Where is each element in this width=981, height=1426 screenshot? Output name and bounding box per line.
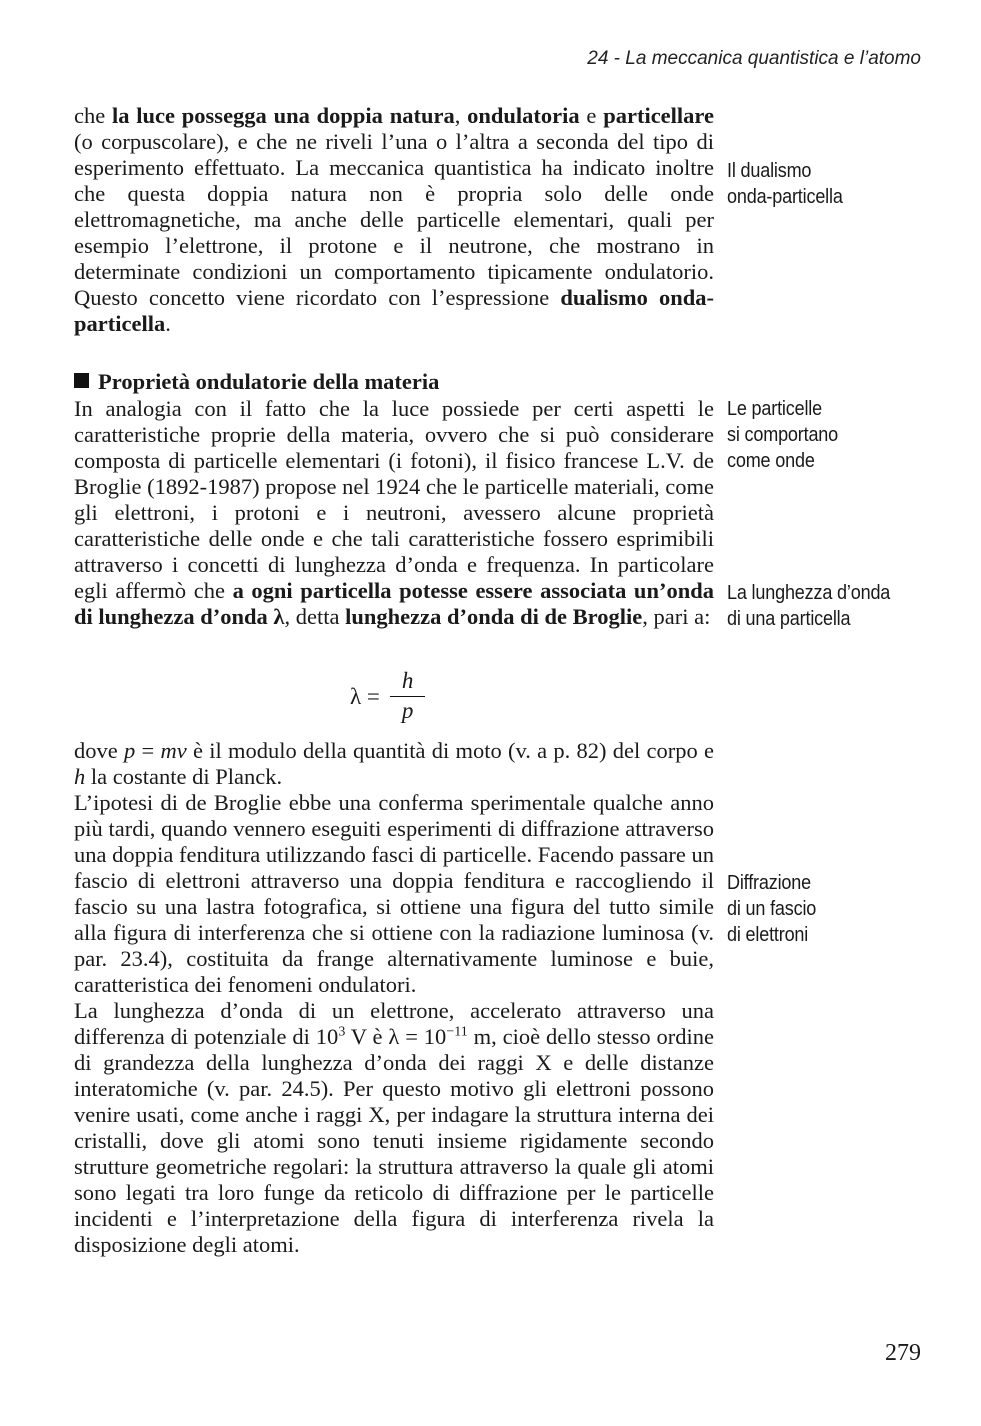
text: (o corpuscolare), e che ne riveli l’una o l’altra a seconda del tipo di esperimento effettuato. La meccanica quantistica ha indicato inoltre che questa doppia natura non è propria solo delle onde elettromagnetiche, ma anche delle particelle elementari, quali per esempio l’elettrone, il protone e il neutrone, che mostrano in determinate condizioni un comportamento tipicamente ondulatorio. Questo concetto viene ricordato con l’espressione (74, 129, 714, 310)
paragraph-confirmation: L’ipotesi di de Broglie ebbe una conferma sperimentale qualche anno più tardi, quando vennero eseguiti esperimenti di diffrazione attraverso una doppia fenditura utilizzando fasci di particelle. Facendo passare un fascio di elettroni attraverso una doppia fenditura e raccogliendo il fascio su una lastra fotografica, si ottiene una figura del tutto simile alla figura di interferenza che si ottiene con la radiazione luminosa (v. par. 23.4), costituita da frange alternativamente luminose e buie, caratteristica dei fenomeni ondulatori. (74, 790, 714, 997)
text: , pari a: (642, 604, 711, 629)
bold-term: ondulatoria (467, 103, 580, 128)
fraction-denominator: p (401, 698, 414, 723)
de-broglie-formula (350, 668, 425, 725)
fraction (390, 668, 426, 725)
section-heading (74, 369, 439, 395)
margin-note-line: La lunghezza d’onda (727, 581, 891, 604)
text: m, cioè dello stesso ordine di grandezza della lunghezza d’onda dei raggi X e delle distanze interatomiche (v. par. 24.5). Per questo motivo gli elettroni possono venire usati, come anche i raggi X, per indagare la struttura interna dei cristalli, dove gli atomi sono tenuti insieme rigidamente secondo strutture geometriche regolari: la struttura attraverso la quale gli atomi sono legati tra loro funge da reticolo di diffrazione per le particelle incidenti e l’interpretazione della figura di interferenza rivela la disposizione degli atomi. (74, 1024, 714, 1257)
margin-note-particle-wavelength (727, 580, 938, 632)
text: In analogia con il fatto che la luce possiede per certi aspetti le caratteristiche proprie della materia, ovvero che si può considerare composta di particelle elementari (i fotoni), il fisico francese L.V. de Broglie (1892-1987) propose nel 1924 che le particelle materiali, come gli elettroni, i protoni e i neutroni, avessero alcune proprietà caratteristiche delle onde e che tali caratteristiche fossero esprimibili attraverso i concetti di lunghezza d’onda e frequenza. In particolare egli affermò che (74, 396, 714, 603)
superscript: 3 (338, 1024, 346, 1040)
paragraph-continuation (74, 738, 714, 1258)
page-number: 279 (885, 1340, 921, 1366)
margin-note-particles-waves (727, 396, 938, 474)
text: dove (74, 738, 124, 763)
margin-note-line: Le particelle (727, 397, 822, 420)
text: la costante di Planck. (85, 764, 283, 789)
italic-symbol: p (124, 738, 136, 763)
italic-symbol: mv (160, 738, 187, 763)
bold-term: la luce possegga una doppia natura (112, 103, 455, 128)
text: e (579, 103, 604, 128)
bold-term: dualismo onda-particella (74, 285, 714, 336)
bold-term: particellare (603, 103, 714, 128)
margin-note-line: Diffrazione (727, 871, 811, 894)
margin-note-line: si comportano (727, 423, 839, 446)
italic-symbol: h (74, 764, 86, 789)
margin-note-line: di una particella (727, 607, 851, 630)
paragraph-wave-particle (74, 103, 714, 337)
margin-note-dualism (727, 158, 938, 210)
running-head: 24 - La meccanica quantistica e l’atomo (587, 48, 921, 69)
text: V è λ = 10 (345, 1024, 447, 1049)
margin-note-line: come onde (727, 449, 815, 472)
paragraph-de-broglie (74, 396, 714, 630)
margin-note-line: di un fascio (727, 897, 817, 920)
paragraph-momentum (74, 738, 714, 790)
text: , detta (284, 604, 346, 629)
text: La lunghezza d’onda di un elettrone, accelerato attraverso una differenza di potenziale di 10 (74, 998, 714, 1049)
text: . (165, 311, 171, 336)
section-heading-text: Proprietà ondulatorie della materia (98, 369, 440, 394)
bold-term: lunghezza d’onda di de Broglie (345, 604, 643, 629)
margin-note-line: Il dualismo (727, 159, 812, 182)
paragraph-electron-wavelength (74, 998, 714, 1258)
margin-note-electron-diffraction (727, 870, 938, 948)
text: che (74, 103, 112, 128)
text: = (135, 738, 161, 763)
superscript: −11 (446, 1024, 468, 1040)
fraction-numerator: h (390, 668, 426, 697)
text: , (454, 103, 468, 128)
bold-term: a ogni particella potesse essere associata un’onda di lunghezza d’onda λ (74, 578, 714, 629)
square-bullet-icon (74, 373, 89, 388)
text: è il modulo della quantità di moto (v. a p. 82) del corpo e (186, 738, 714, 763)
margin-note-line: di elettroni (727, 923, 809, 946)
formula-lhs: λ = (350, 683, 380, 709)
margin-note-line: onda-particella (727, 185, 843, 208)
